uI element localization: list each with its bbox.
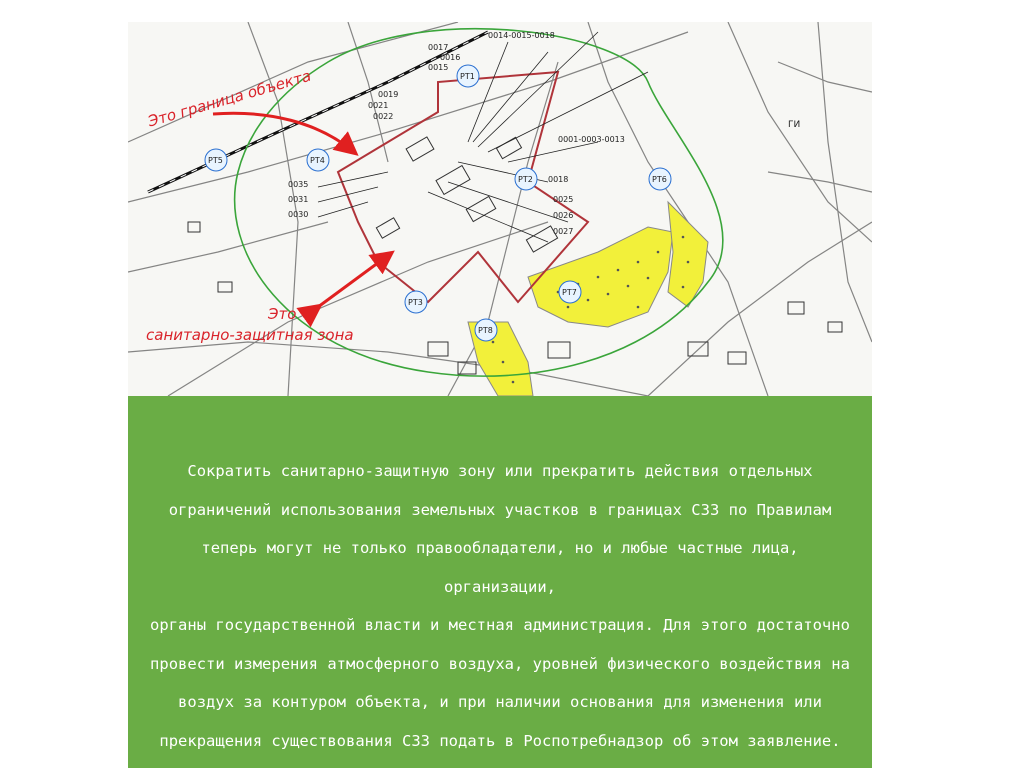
measurement-point-label: РТ6 xyxy=(652,175,667,184)
measurement-point-label: РТ5 xyxy=(208,156,223,165)
info-panel-text xyxy=(150,452,850,760)
map-code-label: 0031 xyxy=(288,195,309,204)
map-code-label: 0027 xyxy=(553,227,574,236)
info-line: прекращения существования СЗЗ подать в Роспотребнадзор об этом заявление. xyxy=(159,731,841,750)
measurement-point xyxy=(559,281,581,303)
measurement-point-label: РТ7 xyxy=(562,288,577,297)
measurement-point xyxy=(205,149,227,171)
info-line: провести измерения атмосферного воздуха, уровней физического воздействия на xyxy=(150,654,850,673)
object-boundary-label xyxy=(145,67,313,131)
map-code-label: 0035 xyxy=(288,180,309,189)
sanitary-zone-label-line2: санитарно-защитная зона xyxy=(146,326,354,344)
map-code-label: 0017 xyxy=(428,43,449,52)
info-line: воздух за контуром объекта, и при наличии основания для изменения или xyxy=(178,693,822,711)
map-code-label: 0016 xyxy=(440,53,461,62)
info-line: Сократить санитарно-защитную зону или прекратить действия отдельных xyxy=(187,462,813,480)
site-plan-map xyxy=(128,22,872,396)
map-code-label: 0019 xyxy=(378,90,399,99)
map-code-label: 0030 xyxy=(288,210,309,219)
map-code-label: 0001-0003-0013 xyxy=(558,135,625,144)
map-code-label: 0025 xyxy=(553,195,574,204)
measurement-point-label: РТ1 xyxy=(460,72,475,81)
measurement-point xyxy=(405,291,427,313)
map-code-label: 0018 xyxy=(548,175,569,184)
info-line: органы государственной власти и местная администрация. Для этого достаточно xyxy=(150,616,850,634)
map-code-label: 0026 xyxy=(553,211,574,220)
measurement-point xyxy=(649,168,671,190)
measurement-point xyxy=(307,149,329,171)
sanitary-zone-arrow xyxy=(318,254,390,307)
measurement-point-label: РТ4 xyxy=(310,156,325,165)
measurement-point xyxy=(515,168,537,190)
measurement-point xyxy=(457,65,479,87)
sanitary-zone-label-line1: Это xyxy=(268,305,297,323)
measurement-point-label: РТ8 xyxy=(478,326,493,335)
measurement-point xyxy=(475,319,497,341)
map-code-label: 0021 xyxy=(368,101,389,110)
measurement-point-label: РТ2 xyxy=(518,175,533,184)
map-code-label: 0015 xyxy=(428,63,449,72)
map-code-label: ГИ xyxy=(788,120,801,130)
panel-notch xyxy=(455,386,543,450)
object-boundary-label-text: Это граница объекта xyxy=(145,66,314,131)
measurement-point-label: РТ3 xyxy=(408,298,423,307)
site-plan-drawing xyxy=(128,22,872,396)
map-code-label: 0014-0015-0018 xyxy=(488,31,555,40)
map-code-label: 0022 xyxy=(373,112,394,121)
info-line: теперь могут не только правообладатели, но и любые частные лица, организации, xyxy=(201,539,799,596)
info-line: ограничений использования земельных участков в границах СЗЗ по Правилам xyxy=(168,500,832,519)
